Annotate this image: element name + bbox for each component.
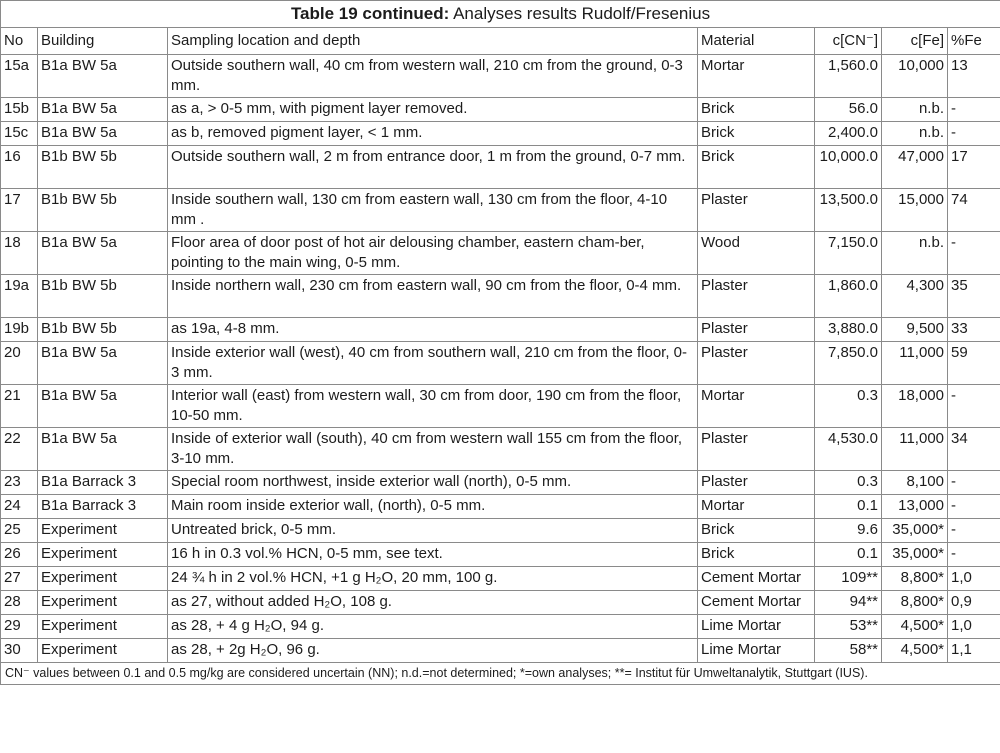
cell-no: 17 [1, 189, 38, 232]
cell-building: Experiment [38, 519, 168, 543]
footnote-row [1, 663, 1000, 685]
table-row [1, 495, 1000, 519]
cell-location: as 19a, 4-8 mm. [168, 318, 698, 342]
cell-percent-fe: 34 [948, 428, 1000, 471]
cell-percent-fe: 59 [948, 342, 1000, 385]
cell-material: Cement Mortar [698, 567, 815, 591]
cell-no: 15b [1, 98, 38, 122]
cell-percent-fe: 17 [948, 146, 1000, 189]
cell-iron: 15,000 [882, 189, 948, 232]
cell-no: 29 [1, 615, 38, 639]
cell-iron: 13,000 [882, 495, 948, 519]
cell-location: as a, > 0-5 mm, with pigment layer removed. [168, 98, 698, 122]
cell-cyanide: 1,560.0 [815, 55, 882, 98]
table-row [1, 122, 1000, 146]
cell-material: Brick [698, 543, 815, 567]
cell-material: Brick [698, 146, 815, 189]
cell-no: 19b [1, 318, 38, 342]
cell-location: as 28, + 4 g H₂O, 94 g. [168, 615, 698, 639]
cell-cyanide: 0.1 [815, 495, 882, 519]
cell-building: B1a BW 5a [38, 428, 168, 471]
cell-location: Floor area of door post of hot air delousing chamber, eastern cham-ber, pointing to the main wing, 0-5 mm. [168, 232, 698, 275]
table-row [1, 146, 1000, 189]
cell-iron: n.b. [882, 98, 948, 122]
cell-location: Inside exterior wall (west), 40 cm from southern wall, 210 cm from the floor, 0-3 mm. [168, 342, 698, 385]
table-row [1, 543, 1000, 567]
cell-material: Lime Mortar [698, 639, 815, 663]
table-title-text: Analyses results Rudolf/Fresenius [449, 4, 711, 23]
cell-percent-fe: - [948, 519, 1000, 543]
cell-cyanide: 94** [815, 591, 882, 615]
cell-building: B1a Barrack 3 [38, 471, 168, 495]
table-row [1, 385, 1000, 428]
cell-material: Brick [698, 519, 815, 543]
cell-iron: 8,800* [882, 567, 948, 591]
cell-percent-fe: 1,0 [948, 615, 1000, 639]
cell-percent-fe: - [948, 385, 1000, 428]
cell-iron: 4,500* [882, 615, 948, 639]
cell-percent-fe: - [948, 122, 1000, 146]
cell-location: Main room inside exterior wall, (north), 0-5 mm. [168, 495, 698, 519]
cell-iron: 10,000 [882, 55, 948, 98]
cell-iron: 4,500* [882, 639, 948, 663]
cell-iron: n.b. [882, 122, 948, 146]
table-title [1, 1, 1000, 28]
cell-building: B1b BW 5b [38, 146, 168, 189]
cell-location: Outside southern wall, 2 m from entrance door, 1 m from the ground, 0-7 mm. [168, 146, 698, 189]
cell-building: B1a BW 5a [38, 342, 168, 385]
header-material: Material [698, 28, 815, 55]
cell-iron: n.b. [882, 232, 948, 275]
cell-cyanide: 7,850.0 [815, 342, 882, 385]
cell-percent-fe: 74 [948, 189, 1000, 232]
cell-iron: 11,000 [882, 428, 948, 471]
table-row [1, 318, 1000, 342]
cell-location: Interior wall (east) from western wall, 30 cm from door, 190 cm from the floor, 10-50 mm. [168, 385, 698, 428]
cell-location: Special room northwest, inside exterior wall (north), 0-5 mm. [168, 471, 698, 495]
cell-material: Lime Mortar [698, 615, 815, 639]
cell-building: B1a BW 5a [38, 232, 168, 275]
cell-cyanide: 1,860.0 [815, 275, 882, 318]
cell-iron: 11,000 [882, 342, 948, 385]
cell-cyanide: 56.0 [815, 98, 882, 122]
cell-material: Mortar [698, 495, 815, 519]
cell-percent-fe: - [948, 543, 1000, 567]
cell-material: Plaster [698, 275, 815, 318]
table-row [1, 342, 1000, 385]
cell-location: Inside of exterior wall (south), 40 cm from western wall 155 cm from the floor, 3-10 mm. [168, 428, 698, 471]
cell-no: 19a [1, 275, 38, 318]
cell-location: Inside southern wall, 130 cm from eastern wall, 130 cm from the floor, 4-10 mm . [168, 189, 698, 232]
cell-material: Plaster [698, 318, 815, 342]
cell-cyanide: 9.6 [815, 519, 882, 543]
table-row [1, 639, 1000, 663]
cell-building: B1a BW 5a [38, 55, 168, 98]
cell-building: B1b BW 5b [38, 275, 168, 318]
header-no: No [1, 28, 38, 55]
cell-building: Experiment [38, 567, 168, 591]
cell-location: as b, removed pigment layer, < 1 mm. [168, 122, 698, 146]
cell-iron: 4,300 [882, 275, 948, 318]
cell-no: 30 [1, 639, 38, 663]
footnote: CN⁻ values between 0.1 and 0.5 mg/kg are considered uncertain (NN); n.d.=not determined; *=own analyses; **= Institut für Umweltanalytik, Stuttgart (IUS). [1, 663, 1000, 685]
cell-location: 16 h in 0.3 vol.% HCN, 0-5 mm, see text. [168, 543, 698, 567]
cell-material: Brick [698, 122, 815, 146]
cell-building: B1b BW 5b [38, 189, 168, 232]
cell-material: Brick [698, 98, 815, 122]
table-body [1, 55, 1000, 663]
table-title-bold: Table 19 continued: [290, 4, 450, 23]
cell-cyanide: 0.3 [815, 471, 882, 495]
cell-percent-fe: 35 [948, 275, 1000, 318]
cell-iron: 35,000* [882, 543, 948, 567]
cell-material: Plaster [698, 471, 815, 495]
cell-building: B1a Barrack 3 [38, 495, 168, 519]
cell-material: Wood [698, 232, 815, 275]
cell-building: Experiment [38, 543, 168, 567]
table-row [1, 567, 1000, 591]
header-iron: c[Fe] [882, 28, 948, 55]
cell-cyanide: 2,400.0 [815, 122, 882, 146]
cell-iron: 8,100 [882, 471, 948, 495]
cell-cyanide: 58** [815, 639, 882, 663]
cell-material: Plaster [698, 428, 815, 471]
cell-iron: 47,000 [882, 146, 948, 189]
cell-location: Inside northern wall, 230 cm from eastern wall, 90 cm from the floor, 0-4 mm. [168, 275, 698, 318]
cell-no: 21 [1, 385, 38, 428]
cell-building: B1a BW 5a [38, 122, 168, 146]
cell-iron: 18,000 [882, 385, 948, 428]
cell-material: Mortar [698, 385, 815, 428]
cell-building: B1a BW 5a [38, 385, 168, 428]
table-row [1, 471, 1000, 495]
cell-no: 27 [1, 567, 38, 591]
cell-percent-fe: - [948, 98, 1000, 122]
cell-material: Mortar [698, 55, 815, 98]
table-row [1, 275, 1000, 318]
cell-material: Plaster [698, 342, 815, 385]
cell-cyanide: 109** [815, 567, 882, 591]
cell-cyanide: 4,530.0 [815, 428, 882, 471]
cell-iron: 9,500 [882, 318, 948, 342]
cell-no: 15a [1, 55, 38, 98]
cell-no: 15c [1, 122, 38, 146]
table-row [1, 98, 1000, 122]
cell-building: Experiment [38, 639, 168, 663]
cell-cyanide: 7,150.0 [815, 232, 882, 275]
cell-iron: 35,000* [882, 519, 948, 543]
cell-location: Untreated brick, 0-5 mm. [168, 519, 698, 543]
cell-building: Experiment [38, 591, 168, 615]
cell-material: Cement Mortar [698, 591, 815, 615]
table-row [1, 519, 1000, 543]
cell-building: B1a BW 5a [38, 98, 168, 122]
cell-percent-fe: 13 [948, 55, 1000, 98]
cell-no: 22 [1, 428, 38, 471]
table-row [1, 591, 1000, 615]
cell-no: 24 [1, 495, 38, 519]
cell-cyanide: 3,880.0 [815, 318, 882, 342]
cell-percent-fe: - [948, 495, 1000, 519]
table-row [1, 428, 1000, 471]
cell-percent-fe: 33 [948, 318, 1000, 342]
table-row [1, 55, 1000, 98]
cell-no: 28 [1, 591, 38, 615]
cell-location: as 28, + 2g H₂O, 96 g. [168, 639, 698, 663]
cell-no: 18 [1, 232, 38, 275]
cell-percent-fe: 1,1 [948, 639, 1000, 663]
cell-cyanide: 10,000.0 [815, 146, 882, 189]
cell-percent-fe: - [948, 471, 1000, 495]
table-header-row [1, 28, 1000, 55]
cell-cyanide: 0.1 [815, 543, 882, 567]
header-building: Building [38, 28, 168, 55]
cell-cyanide: 0.3 [815, 385, 882, 428]
cell-percent-fe: - [948, 232, 1000, 275]
header-location: Sampling location and depth [168, 28, 698, 55]
table-title-row [1, 1, 1000, 28]
table-row [1, 232, 1000, 275]
header-cyanide: c[CN⁻] [815, 28, 882, 55]
cell-material: Plaster [698, 189, 815, 232]
cell-location: Outside southern wall, 40 cm from western wall, 210 cm from the ground, 0-3 mm. [168, 55, 698, 98]
cell-cyanide: 13,500.0 [815, 189, 882, 232]
cell-no: 26 [1, 543, 38, 567]
cell-no: 16 [1, 146, 38, 189]
header-percent-fe: %Fe [948, 28, 1000, 55]
cell-no: 25 [1, 519, 38, 543]
cell-no: 20 [1, 342, 38, 385]
cell-building: Experiment [38, 615, 168, 639]
cell-percent-fe: 1,0 [948, 567, 1000, 591]
cell-location: as 27, without added H₂O, 108 g. [168, 591, 698, 615]
cell-building: B1b BW 5b [38, 318, 168, 342]
cell-no: 23 [1, 471, 38, 495]
cell-cyanide: 53** [815, 615, 882, 639]
table-row [1, 615, 1000, 639]
cell-location: 24 ¾ h in 2 vol.% HCN, +1 g H₂O, 20 mm, 100 g. [168, 567, 698, 591]
table-row [1, 189, 1000, 232]
cell-percent-fe: 0,9 [948, 591, 1000, 615]
cell-iron: 8,800* [882, 591, 948, 615]
